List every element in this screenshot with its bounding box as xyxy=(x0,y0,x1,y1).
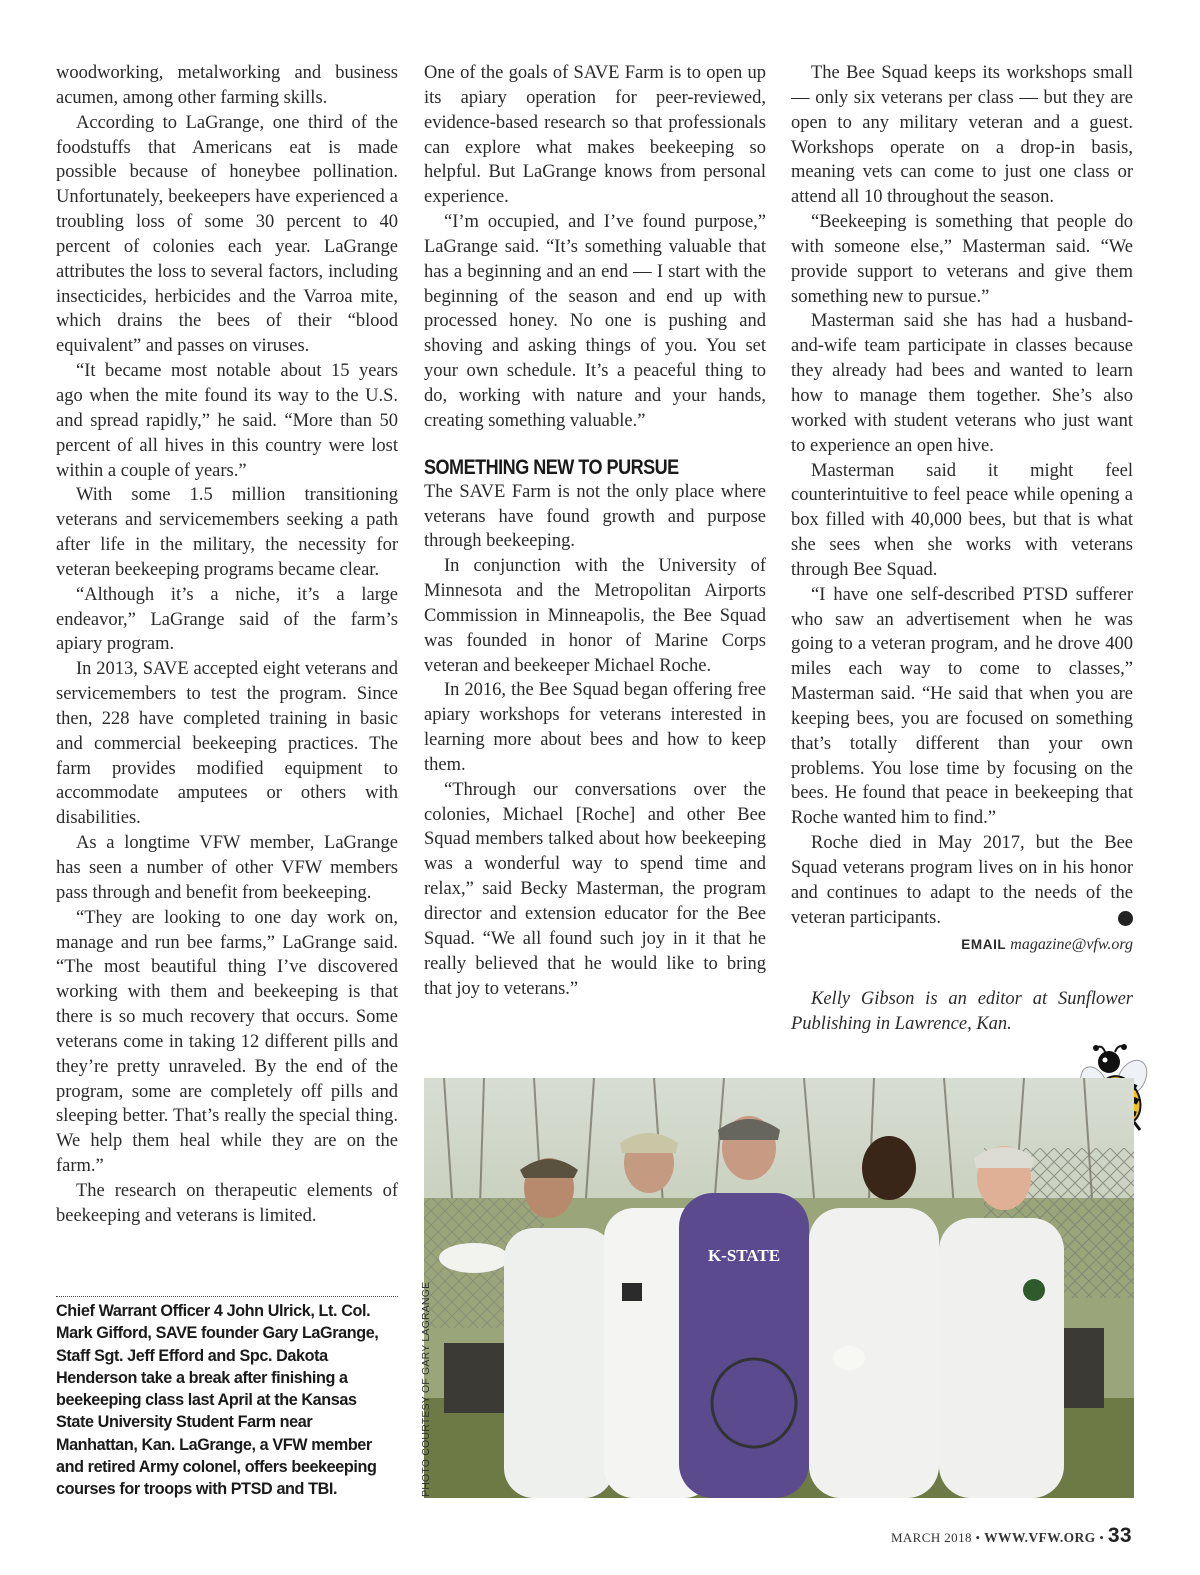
veterans-group-photo xyxy=(424,1078,1134,1498)
photo-caption: Chief Warrant Officer 4 John Ulrick, Lt. Col. Mark Gifford, SAVE founder Gary LaGrange, Staff Sgt. Jeff Efford and Spc. Dakota Henderson take a break after finishing a beekeeping class last April at the Kansas State University Student Farm near Manhattan, Kan. LaGrange, a VFW member and retired Army colonel, offers beekeeping courses for troops with PTSD and TBI. xyxy=(56,1302,379,1499)
photo-credit: PHOTO COURTESY OF GARY LAGRANGE xyxy=(420,1281,432,1497)
email-label: EMAIL xyxy=(961,936,1007,952)
end-mark-icon: ✪ xyxy=(1118,911,1133,926)
paragraph xyxy=(791,831,1147,930)
email-line xyxy=(791,933,1133,958)
paragraph: “It became most notable about 15 years ago when the mite found its way to the U.S. and spread rapidly,” he said. “More than 50 percent of all hives in this country were lost within a couple of years.” xyxy=(56,361,398,481)
article-column-1 xyxy=(56,61,398,1229)
paragraph: “Through our conversations over the colonies, Michael [Roche] and other Bee Squad members talked about how beekeeping was a wonderful way to spend time and relax,” said Becky Masterman, the program director and extension educator for the Bee Squad. “We all found such joy in it that he really believed that he would like to bring that joy to veterans.” xyxy=(424,779,766,999)
paragraph: According to LaGrange, one third of the foodstuffs that Americans eat is made possible because of honeybee pollination. Unfortunately, beekeepers have experienced a troubling loss of some 30 percent to 40 percent of colonies each year. LaGrange attributes the loss to several factors, including insecticides, herbicides and the Varroa mite, which drains the bees of their “blood equivalent” and passes on viruses. xyxy=(56,112,398,357)
paragraph: Masterman said it might feel counterintuitive to feel peace while opening a box filled with 40,000 bees, but that is what she sees when she works with veterans through Bee Squad. xyxy=(791,460,1133,580)
paragraph: The Bee Squad keeps its workshops small — only six veterans per class — but they are open to any military veteran and a guest. Workshops operate on a drop-in basis, meaning vets can come to just one class or attend all 10 throughout the season. xyxy=(791,63,1133,208)
paragraph: The SAVE Farm is not the only place where veterans have found growth and purpose through beekeeping. xyxy=(424,481,766,552)
footer-separator: • xyxy=(1099,1530,1105,1545)
paragraph: The research on therapeutic elements of beekeeping and veterans is limited. xyxy=(56,1180,398,1226)
page-footer xyxy=(891,1524,1132,1548)
website-link[interactable]: WWW.VFW.ORG xyxy=(984,1530,1096,1545)
paragraph: Masterman said she has had a husband-and-wife team participate in classes because they already had bees and wanted to learn how to manage them together. She’s also worked with student veterans who just want to experience an open hive. xyxy=(791,311,1133,456)
section-subhead: SOMETHING NEW TO PURSUE xyxy=(424,455,679,479)
caption-divider xyxy=(56,1296,398,1297)
article-column-2 xyxy=(424,61,766,1001)
paragraph: In conjunction with the University of Minnesota and the Metropolitan Airports Commission in Minneapolis, the Bee Squad was founded in honor of Marine Corps veteran and beekeeper Michael Roche. xyxy=(424,556,766,676)
paragraph: In 2016, the Bee Squad began offering free apiary workshops for veterans interested in learning more about bees and how to keep them. xyxy=(424,680,766,775)
paragraph: In 2013, SAVE accepted eight veterans and servicemembers to test the program. Since then, 228 have completed training in basic and commercial beekeeping practices. The farm provides modified equipment to accommodate amputees or others with disabilities. xyxy=(56,659,398,829)
paragraph: “I’m occupied, and I’ve found purpose,” LaGrange said. “It’s something valuable that has a beginning and an end — I start with the beginning of the season and end up with processed honey. No one is pushing and shoving and asking things of you. You set your own schedule. It’s a peaceful thing to do, working with nature and your hands, creating something valuable.” xyxy=(424,212,766,431)
author-note: Kelly Gibson is an editor at Sunflower Publishing in Lawrence, Kan. xyxy=(791,989,1133,1035)
paragraph: woodworking, metalworking and business acumen, among other farming skills. xyxy=(56,63,398,108)
footer-separator: • xyxy=(975,1530,981,1545)
paragraph: With some 1.5 million transitioning veterans and servicemembers seeking a path after life in the military, the necessity for veteran beekeeping programs became clear. xyxy=(56,485,398,580)
paragraph: “I have one self-described PTSD sufferer who saw an advertisement when he was going to a veteran program, and he drove 400 miles each way to come to classes,” Masterman said. “He said that when you are keeping bees, you are focused on something that’s totally different than your own problems. You lose time by focusing on the bees. He found that peace in beekeeping that Roche wanted him to find.” xyxy=(791,584,1133,829)
paragraph: “They are looking to one day work on, manage and run bee farms,” LaGrange said. “The most beautiful thing I’ve discovered working with them and beekeeping is that there is so much recovery that occurs. Some veterans come in taking 12 different pills and they’re pretty unraveled. By the end of the program, some are completely off pills and sleeping better. That’s really the special thing. We help them heal while they are on the farm.” xyxy=(56,907,398,1177)
paragraph: “Beekeeping is something that people do with someone else,” Masterman said. “We provide support to veterans and give them something new to pursue.” xyxy=(791,212,1133,307)
paragraph: As a longtime VFW member, LaGrange has seen a number of other VFW members pass through and benefit from beekeeping. xyxy=(56,833,398,903)
paragraph-text: Roche died in May 2017, but the Bee Squad veterans program lives on in his honor and continues to adapt to the needs of the veteran participants. xyxy=(791,833,1133,928)
paragraph: One of the goals of SAVE Farm is to open up its apiary operation for peer-reviewed, evidence-based research so that professionals can explore what makes beekeeping so helpful. But LaGrange knows from personal experience. xyxy=(424,63,766,208)
sweatshirt-text: K-STATE xyxy=(707,1246,781,1265)
email-link[interactable]: magazine@vfw.org xyxy=(1010,935,1133,953)
paragraph: “Although it’s a niche, it’s a large endeavor,” LaGrange said of the farm’s apiary program. xyxy=(56,584,398,655)
page-number: 33 xyxy=(1107,1524,1132,1547)
issue-date: MARCH 2018 xyxy=(890,1530,972,1545)
article-column-3 xyxy=(791,61,1147,1037)
